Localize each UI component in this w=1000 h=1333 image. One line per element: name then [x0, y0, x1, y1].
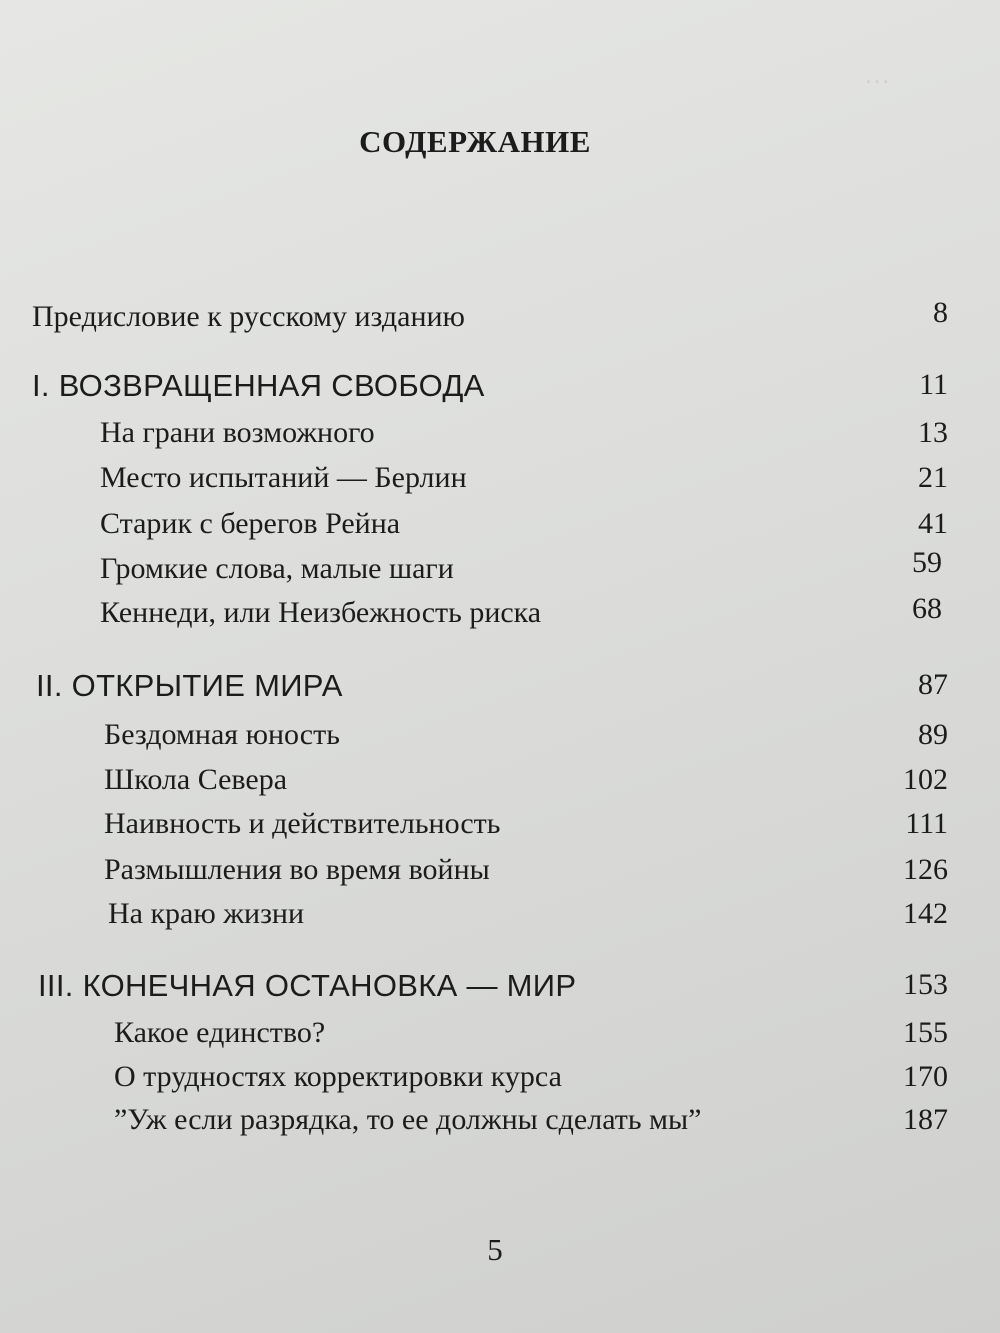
toc-chapter[interactable] — [0, 718, 1000, 758]
toc-entry-title: Предисловие к русскому изданию — [32, 300, 465, 333]
page-number: 5 — [487, 1232, 503, 1267]
toc-chapter-title: На грани возможного — [100, 416, 375, 449]
toc-chapter[interactable] — [0, 897, 1000, 937]
toc-entry-preface[interactable] — [0, 296, 1000, 340]
toc-chapter-title: На краю жизни — [108, 897, 305, 930]
toc-part-title: II. ОТКРЫТИЕ МИРА — [36, 668, 343, 703]
toc-chapter-title: Школа Севера — [104, 763, 288, 796]
toc-chapter-title: О трудностях корректировки курса — [114, 1060, 562, 1093]
toc-chapter[interactable] — [0, 853, 1000, 893]
toc-chapter-page: 170 — [903, 1060, 948, 1093]
toc-chapter[interactable] — [0, 416, 1000, 456]
toc-chapter-title: Кеннеди, или Неизбежность риска — [100, 596, 542, 629]
toc-chapter[interactable] — [0, 1016, 1000, 1056]
toc-chapter-title: Громкие слова, малые шаги — [100, 552, 454, 585]
toc-part-2[interactable] — [0, 668, 1000, 708]
toc-chapter[interactable] — [0, 592, 1000, 636]
bleed-through-text: … — [864, 60, 890, 89]
toc-chapter-page: 142 — [903, 897, 948, 930]
toc-chapter-title: Какое единство? — [114, 1016, 326, 1049]
toc-chapter-page: 13 — [918, 416, 948, 449]
toc-chapter-page: 89 — [918, 718, 948, 751]
toc-chapter[interactable] — [0, 763, 1000, 803]
toc-chapter-page: 59 — [912, 546, 942, 579]
toc-chapter[interactable] — [0, 807, 1000, 847]
toc-chapter[interactable] — [0, 507, 1000, 547]
toc-chapter[interactable] — [0, 461, 1000, 501]
toc-chapter-title: Старик с берегов Рейна — [100, 507, 401, 540]
toc-chapter-title: Место испытаний — Берлин — [100, 461, 467, 494]
toc-part-page: 11 — [919, 368, 948, 401]
toc-chapter[interactable] — [0, 1103, 1000, 1143]
toc-part-title: III. КОНЕЧНАЯ ОСТАНОВКА — МИР — [38, 968, 577, 1003]
toc-chapter-page: 126 — [903, 853, 948, 886]
toc-part-3[interactable] — [0, 968, 1000, 1008]
toc-heading: СОДЕРЖАНИЕ — [359, 124, 591, 159]
toc-part-page: 153 — [903, 968, 948, 1001]
toc-chapter[interactable] — [0, 1060, 1000, 1100]
toc-chapter-page: 41 — [918, 507, 948, 540]
toc-chapter-page: 155 — [903, 1016, 948, 1049]
toc-chapter[interactable] — [0, 546, 1000, 592]
toc-chapter-page: 111 — [905, 807, 948, 840]
toc-chapter-page: 102 — [903, 763, 948, 796]
toc-part-1[interactable] — [0, 368, 1000, 408]
toc-chapter-title: Размышления во время войны — [104, 853, 490, 886]
toc-part-page: 87 — [918, 668, 948, 701]
toc-chapter-title: Бездомная юность — [104, 718, 340, 751]
toc-chapter-page: 68 — [912, 592, 942, 625]
toc-chapter-page: 21 — [918, 461, 948, 494]
toc-chapter-page: 187 — [903, 1103, 948, 1136]
toc-chapter-title: ”Уж если разрядка, то ее должны сделать мы” — [114, 1103, 702, 1136]
toc-entry-page: 8 — [933, 296, 948, 329]
toc-chapter-title: Наивность и действительность — [104, 807, 501, 840]
toc-part-title: I. ВОЗВРАЩЕННАЯ СВОБОДА — [32, 368, 485, 403]
